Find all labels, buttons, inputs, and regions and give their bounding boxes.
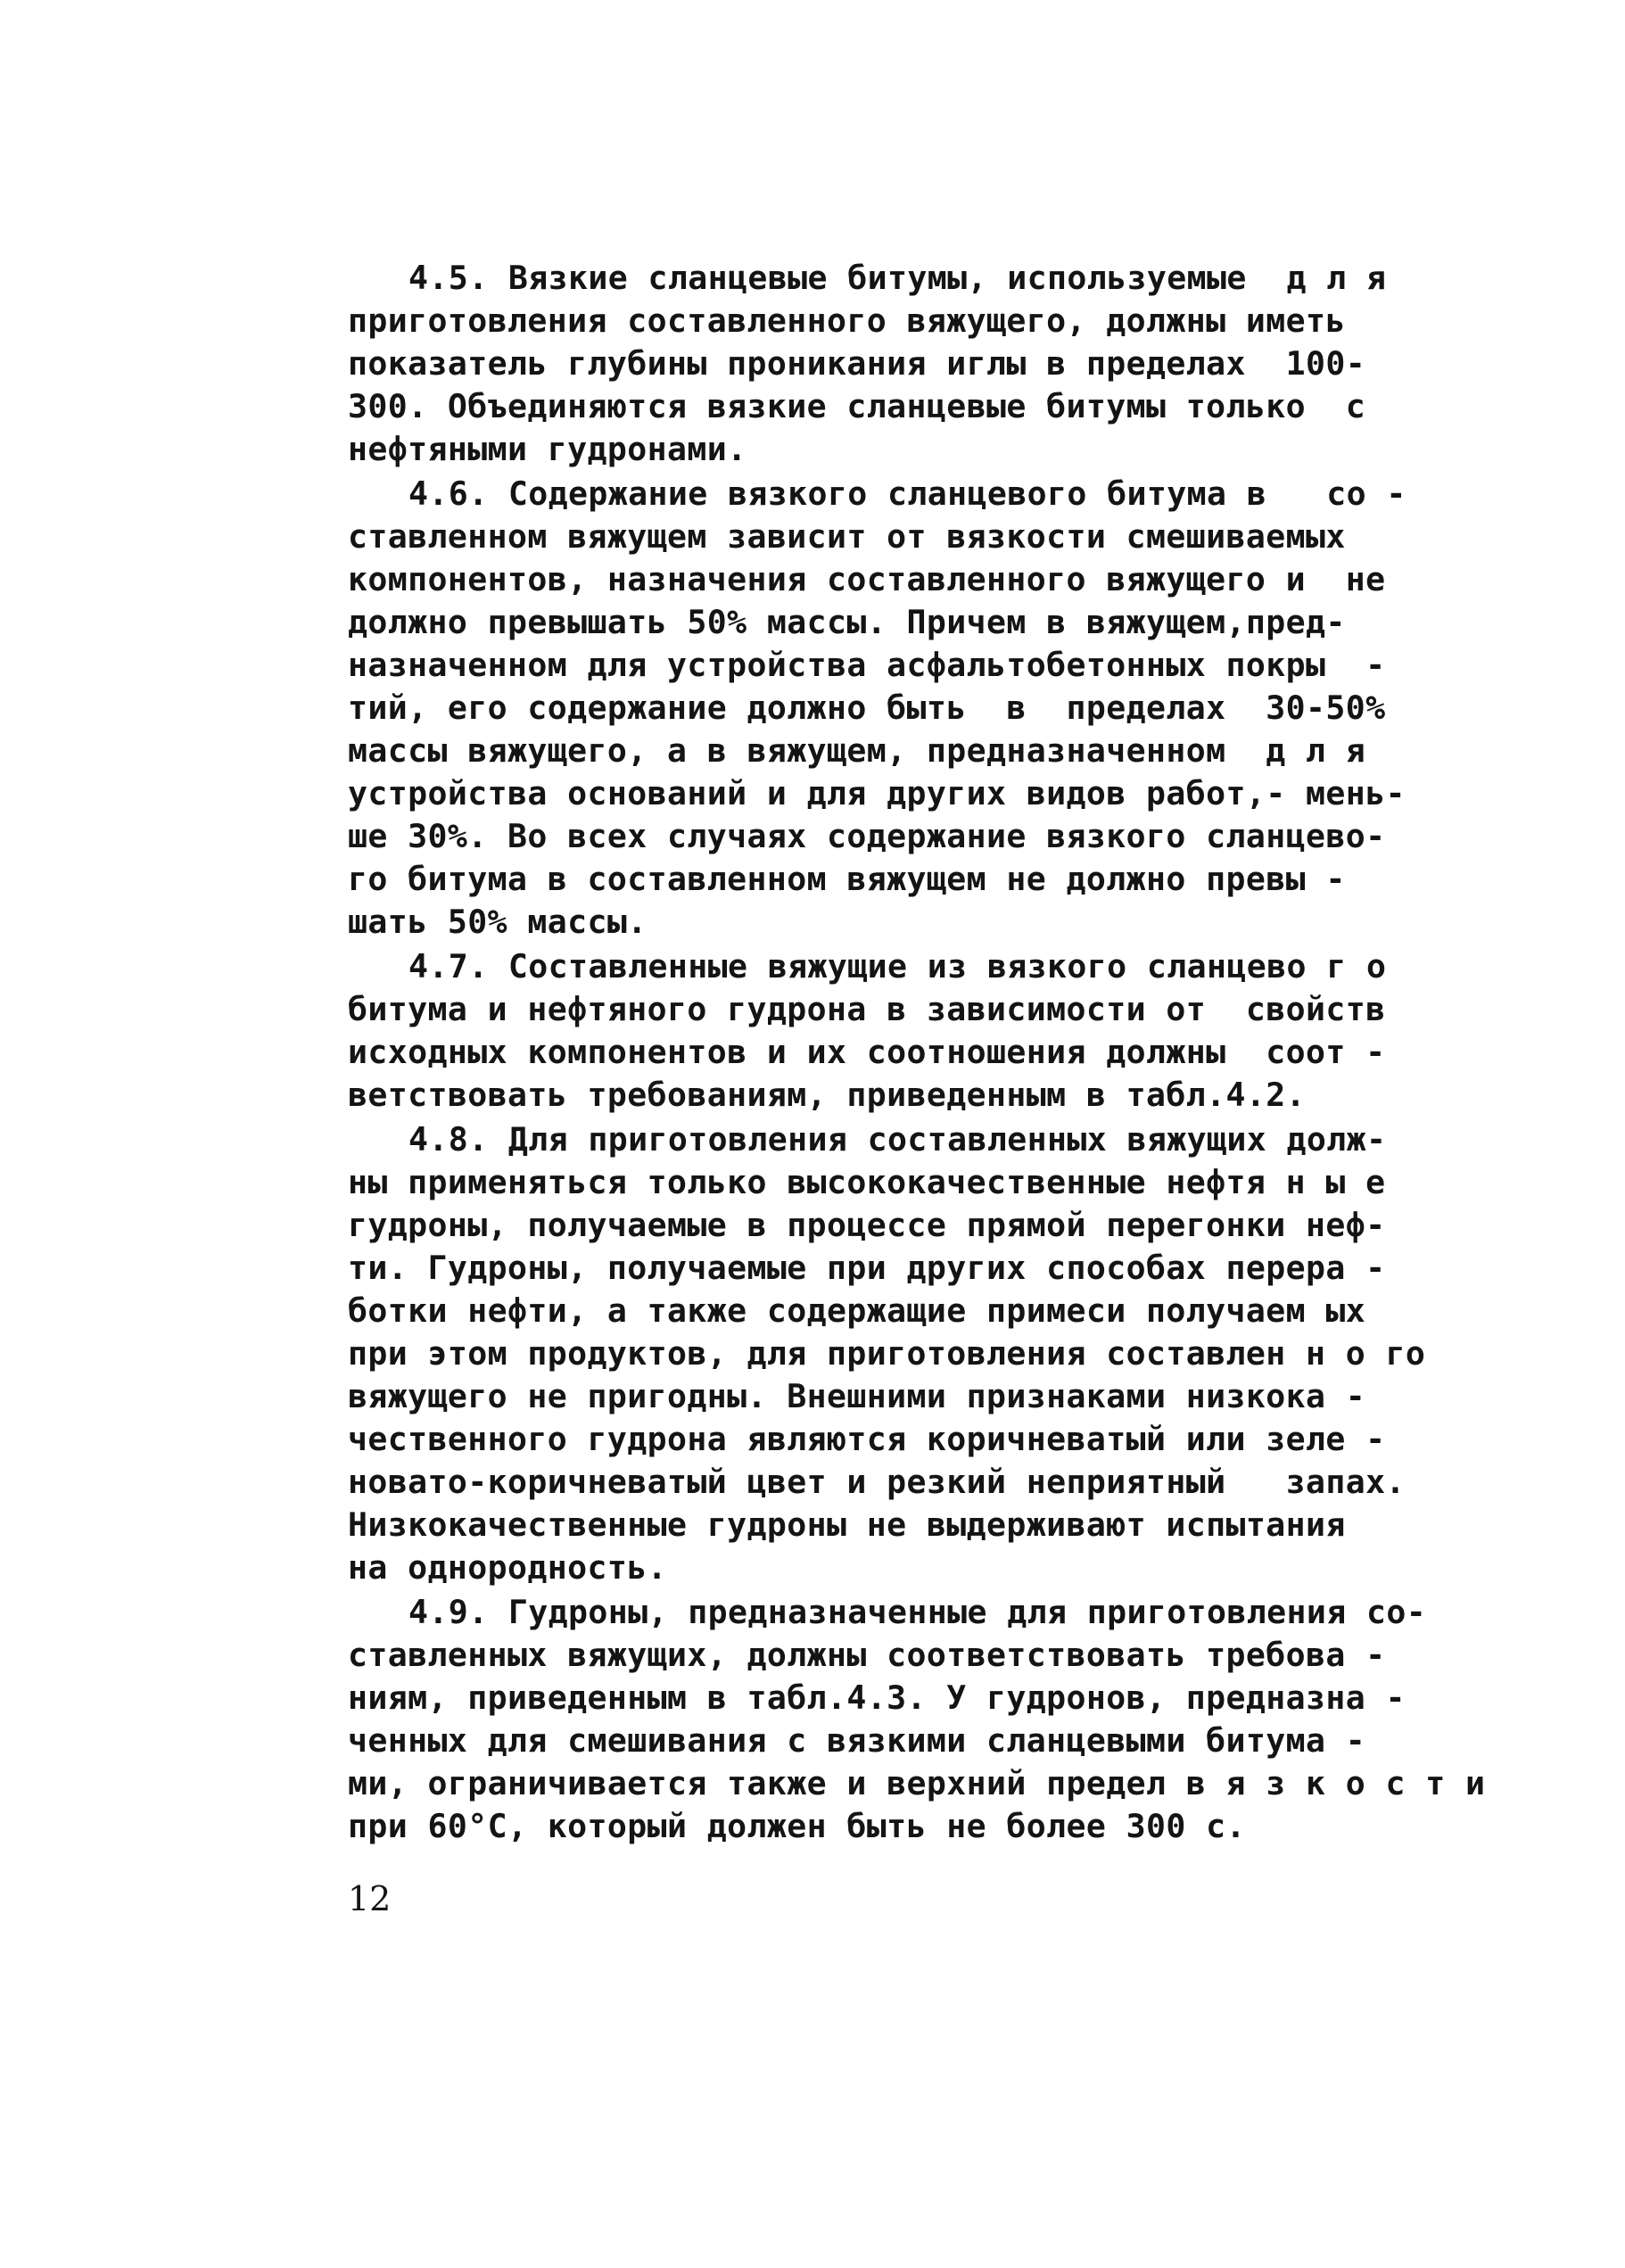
- text-line: ны применяться только высококачественные нефтя н ы е: [348, 1163, 1386, 1201]
- text-line: при 60°С, который должен быть не более 300 с.: [348, 1807, 1246, 1845]
- text-line: 4.6. Содержание вязкого сланцевого битума в со -: [408, 474, 1406, 513]
- text-line: гудроны, получаемые в процессе прямой перегонки неф-: [348, 1206, 1386, 1244]
- text-line: показатель глубины проникания иглы в пределах 100-: [348, 344, 1366, 383]
- text-line: го битума в составленном вяжущем не должно превы -: [348, 860, 1346, 898]
- text-line: ти. Гудроны, получаемые при других способах перера -: [348, 1249, 1386, 1287]
- text-line: тий, его содержание должно быть в пределах 30-50%: [348, 689, 1386, 727]
- text-line: приготовления составленного вяжущего, должны иметь: [348, 301, 1346, 340]
- paragraph-4-5: [348, 257, 1472, 471]
- text-line: новато-коричневатый цвет и резкий неприятный запах.: [348, 1463, 1406, 1501]
- text-line: ветствовать требованиям, приведенным в табл.4.2.: [348, 1076, 1306, 1114]
- text-line: чественного гудрона являются коричневатый или зеле -: [348, 1420, 1386, 1458]
- text-line: 4.7. Составленные вяжущие из вязкого сланцево г о: [408, 947, 1387, 986]
- text-line: 300. Объединяются вязкие сланцевые битумы только с: [348, 387, 1366, 425]
- text-line: ставленном вяжущем зависит от вязкости смешиваемых: [348, 517, 1346, 556]
- text-line: 4.5. Вязкие сланцевые битумы, используемые д л я: [408, 259, 1387, 297]
- text-line: должно превышать 50% массы. Причем в вяжущем,пред-: [348, 603, 1346, 641]
- text-line: компонентов, назначения составленного вяжущего и не: [348, 560, 1386, 598]
- text-line: ставленных вяжущих, должны соответствовать требова -: [348, 1636, 1386, 1674]
- text-line: ниям, приведенным в табл.4.3. У гудронов, предназна -: [348, 1678, 1406, 1717]
- paragraph-4-9: [348, 1591, 1486, 1848]
- text-line: 4.8. Для приготовления составленных вяжущих долж-: [408, 1120, 1387, 1159]
- text-line: назначенном для устройства асфальтобетонных покры -: [348, 646, 1386, 684]
- paragraph-4-6: [348, 473, 1472, 944]
- document-body: [348, 257, 1486, 1848]
- text-line: битума и нефтяного гудрона в зависимости от свойств: [348, 990, 1386, 1028]
- text-line: исходных компонентов и их соотношения должны соот -: [348, 1033, 1386, 1071]
- text-line: 4.9. Гудроны, предназначенные для приготовления со-: [408, 1593, 1427, 1631]
- page-number: 12: [348, 1879, 392, 1918]
- text-line: ше 30%. Во всех случаях содержание вязкого сланцево-: [348, 817, 1386, 855]
- text-line: ченных для смешивания с вязкими сланцевыми битума -: [348, 1721, 1366, 1760]
- text-line: нефтяными гудронами.: [348, 430, 747, 468]
- paragraph-4-7: [348, 945, 1472, 1117]
- paragraph-4-8: [348, 1118, 1472, 1589]
- text-line: Низкокачественные гудроны не выдерживают испытания: [348, 1505, 1346, 1544]
- text-line: ботки нефти, а также содержащие примеси получаем ых: [348, 1291, 1366, 1330]
- text-line: вяжущего не пригодны. Внешними признаками низкока -: [348, 1377, 1366, 1415]
- text-line: шать 50% массы.: [348, 903, 648, 941]
- text-line: на однородность.: [348, 1548, 667, 1587]
- text-line: устройства оснований и для других видов работ,- мень-: [348, 774, 1406, 812]
- text-line: массы вяжущего, а в вяжущем, предназначенном д л я: [348, 731, 1366, 770]
- text-line: при этом продуктов, для приготовления составлен н о го: [348, 1334, 1426, 1373]
- text-line: ми, ограничивается также и верхний предел в я з к о с т и: [348, 1764, 1486, 1802]
